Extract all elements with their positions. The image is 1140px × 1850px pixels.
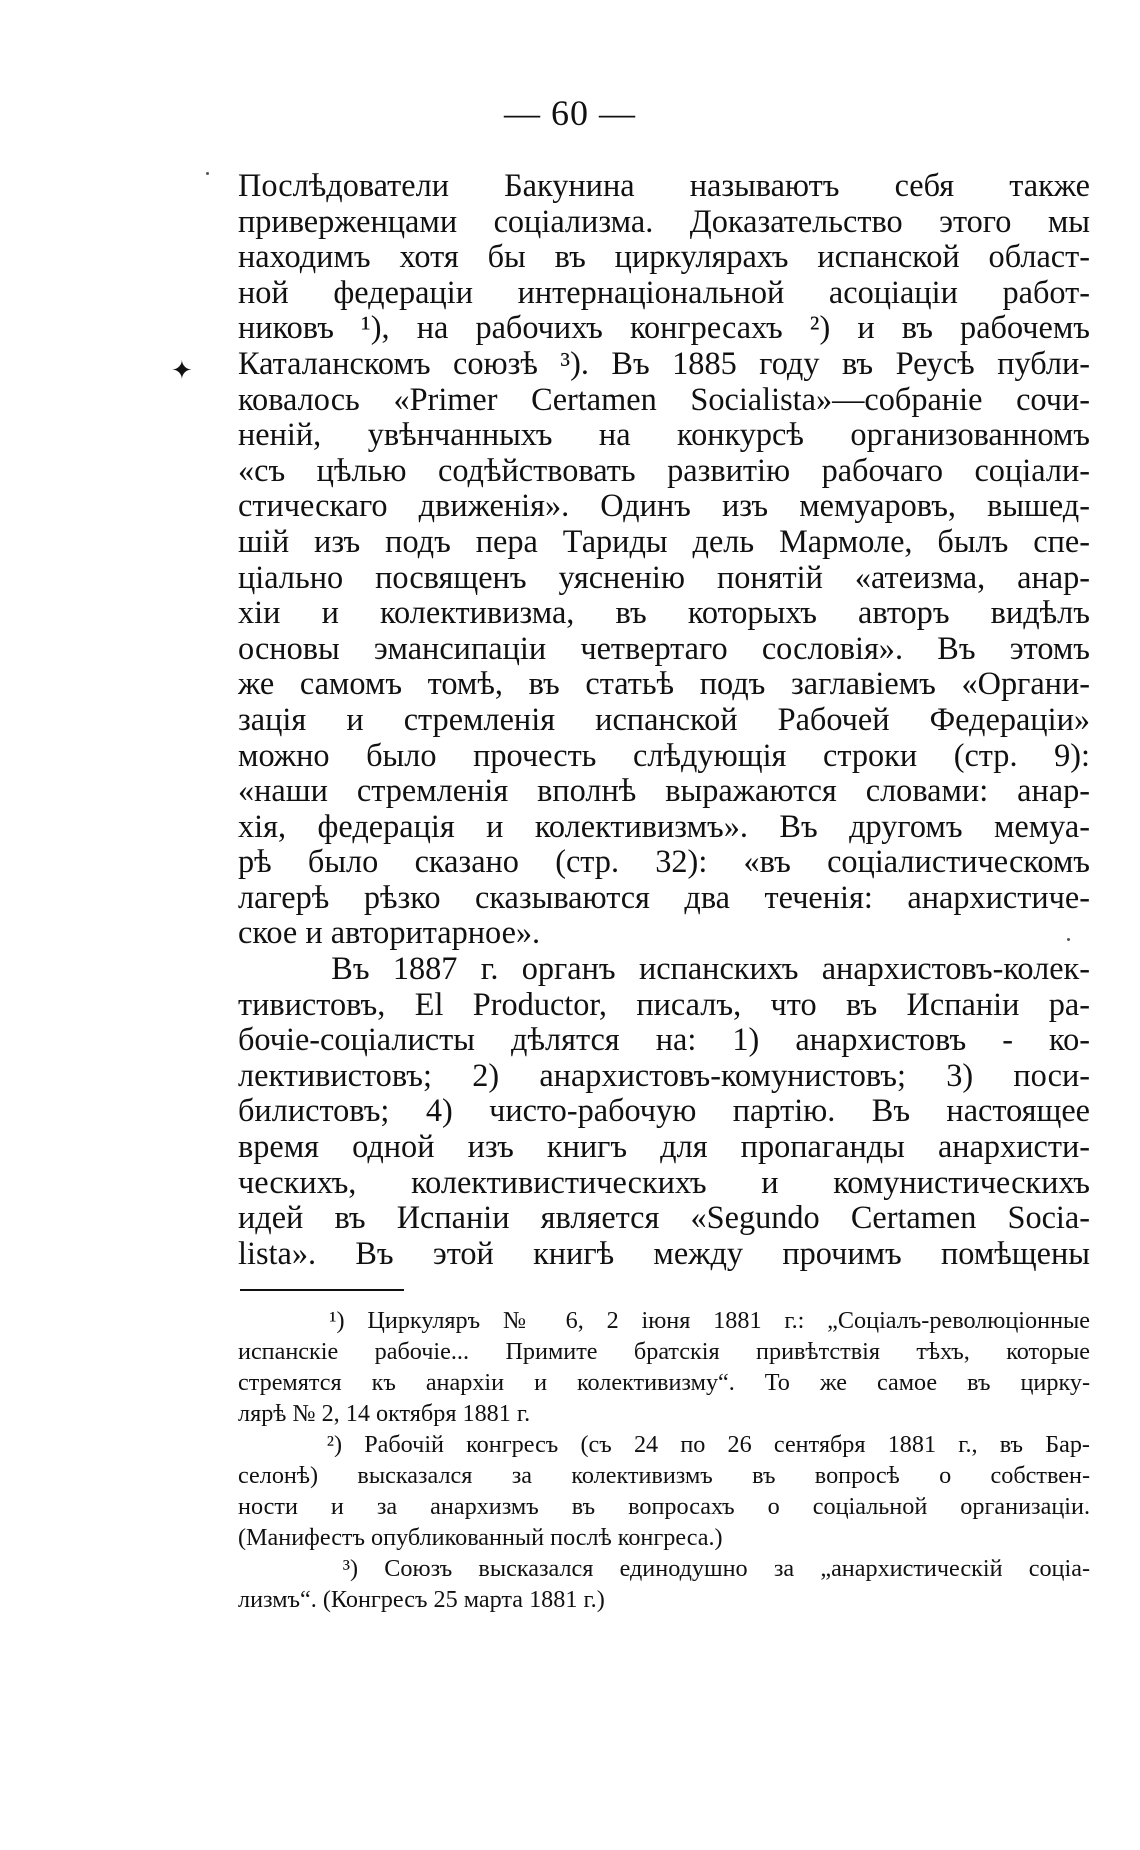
footnote-line: ³) Союзъ высказался единодушно за „анархистическій соціа-: [238, 1555, 1090, 1582]
margin-mark: ✦: [171, 356, 193, 385]
body-text-line: шій изъ подъ пера Тариды дель Мармоле, былъ спе-: [238, 522, 1090, 559]
footnote-line: ¹) Циркуляръ № 6, 2 іюня 1881 г.: „Соціалъ-революціонные: [238, 1307, 1090, 1334]
body-text-line: ціально посвященъ уясненію понятій «атеизма, анар-: [238, 558, 1090, 595]
body-text-line: время одной изъ книгъ для пропаганды анархисти-: [238, 1128, 1090, 1165]
body-text-line: приверженцами соціализма. Доказательство этого мы: [238, 202, 1090, 239]
body-text-line: никовъ ¹), на рабочихъ конгресахъ ²) и въ рабочемъ: [238, 309, 1090, 346]
footnote-line: селонѣ) высказался за колективизмъ въ вопросѣ о собствен-: [238, 1462, 1090, 1489]
body-text-line: хіи и колективизма, въ которыхъ авторъ видѣлъ: [238, 594, 1090, 631]
body-text-line: Послѣдователи Бакунина называютъ себя также: [238, 167, 1090, 203]
body-text-line: основы эмансипаціи четвертаго сословія». Въ этомъ: [238, 629, 1090, 666]
body-text-line: Каталанскомъ союзѣ ³). Въ 1885 году въ Реусѣ публи-: [238, 344, 1090, 381]
body-text-line: лективистовъ; 2) анархистовъ-комунистовъ; 3) поси-: [238, 1056, 1090, 1093]
body-text-line: можно было прочесть слѣдующія строки (стр. 9):: [238, 736, 1090, 773]
footnote-line: лярѣ № 2, 14 октября 1881 г.: [238, 1400, 531, 1427]
footnote-line: ²) Рабочій конгресъ (съ 24 по 26 сентября 1881 г., въ Бар-: [238, 1431, 1090, 1458]
body-text-line: идей въ Испаніи является «Segundo Certamen Socia-: [238, 1199, 1090, 1236]
body-text-line: ной федераціи интернаціональной асоціаціи работ-: [238, 273, 1090, 310]
body-text-line: лагерѣ рѣзко сказываются два теченія: анархистиче-: [238, 878, 1090, 915]
body-text-line: ское и авторитарное».: [238, 914, 541, 951]
body-text-line: ковалось «Primer Certamen Socialista»—собраніе сочи-: [238, 380, 1090, 417]
body-text-line: ческихъ, колективистическихъ и комунистическихъ: [238, 1163, 1090, 1200]
body-text-line: стическаго движенія». Одинъ изъ мемуаровъ, вышед-: [238, 487, 1090, 524]
footnote-line: (Манифестъ опубликованный послѣ конгреса.): [238, 1524, 723, 1551]
footnotes: [238, 1305, 1090, 1615]
body-text-line: тивистовъ, El Productor, писалъ, что въ Испаніи ра-: [238, 985, 1090, 1022]
footnote-line: стремятся къ анархіи и колективизму“. То же самое въ цирку-: [238, 1369, 1090, 1396]
body-text-line: же самомъ томѣ, въ статьѣ подъ заглавіемъ «Органи-: [238, 665, 1090, 702]
footnote-line: лизмъ“. (Конгресъ 25 марта 1881 г.): [238, 1586, 605, 1613]
body-text-line: неній, увѣнчанныхъ на конкурсѣ организованномъ: [238, 416, 1090, 453]
body-text-line: «съ цѣлью содѣйствовать развитію рабочаго соціали-: [238, 451, 1090, 488]
body-text-line: билистовъ; 4) чисто-рабочую партію. Въ настоящее: [238, 1092, 1090, 1129]
footnote-line: испанскіе рабочіе... Примите братскія привѣтствія тѣхъ, которые: [238, 1338, 1090, 1365]
scan-speck: [206, 172, 209, 175]
body-text-line: lista». Въ этой книгѣ между прочимъ помѣщены: [238, 1234, 1090, 1271]
footnote-rule: [240, 1289, 404, 1291]
main-text: [238, 168, 1090, 1271]
footnote-line: ности и за анархизмъ въ вопросахъ о соціальной организаціи.: [238, 1493, 1090, 1520]
page-number: — 60 —: [504, 93, 636, 133]
body-text-line: «наши стремленія вполнѣ выражаются словами: анар-: [238, 772, 1090, 809]
body-text-line: хія, федерація и колективизмъ». Въ другомъ мемуа-: [238, 807, 1090, 844]
body-text-line: рѣ было сказано (стр. 32): «въ соціалистическомъ: [238, 843, 1090, 880]
body-text-line: зація и стремленія испанской Рабочей Федераціи»: [238, 700, 1090, 737]
body-text-line: Въ 1887 г. органъ испанскихъ анархистовъ-колек-: [238, 950, 1090, 987]
body-text-line: находимъ хотя бы въ циркулярахъ испанской област-: [238, 238, 1090, 275]
body-text-line: бочіе-соціалисты дѣлятся на: 1) анархистовъ - ко-: [238, 1021, 1090, 1058]
